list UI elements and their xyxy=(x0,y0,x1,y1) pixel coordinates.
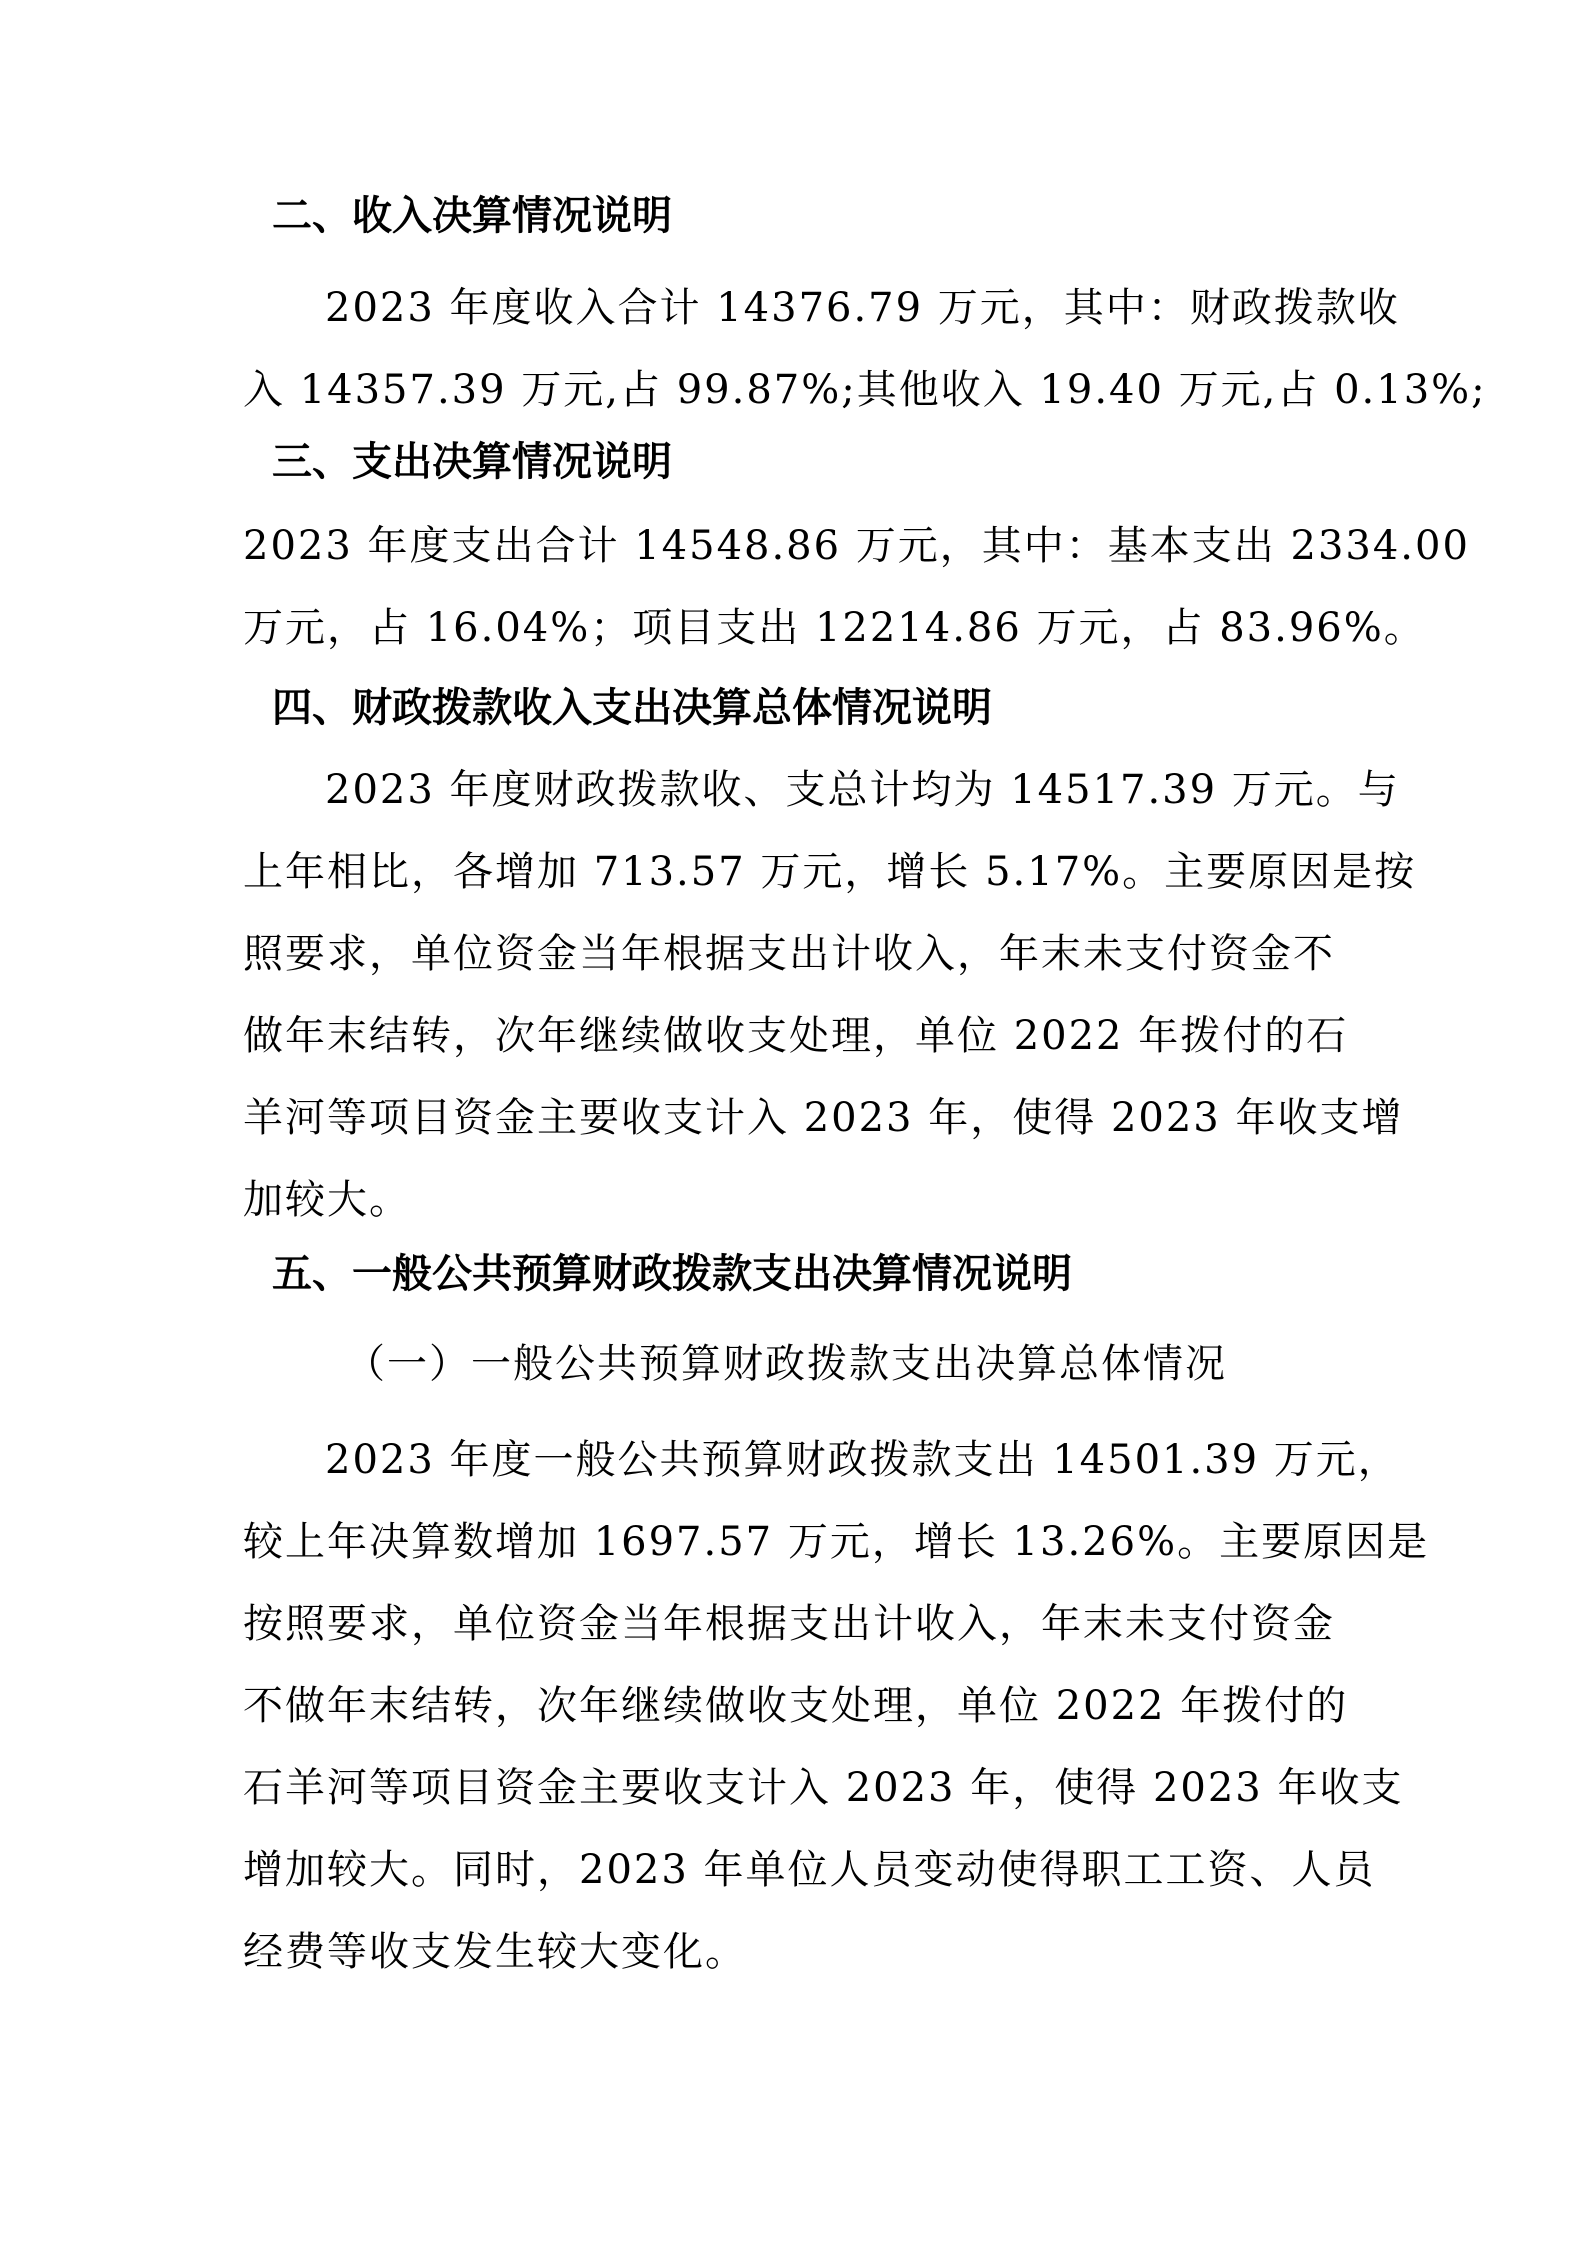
expense-paragraph-line: 2023 年度支出合计 14548.86 万元，其中：基本支出 2334.00 xyxy=(243,523,1470,569)
fiscal-total-section-heading: 四、财政拨款收入支出决算总体情况说明 xyxy=(272,685,992,731)
general-budget-paragraph-line: 增加较大。同时，2023 年单位人员变动使得职工工资、人员 xyxy=(243,1847,1376,1893)
income-paragraph-line: 入 14357.39 万元,占 99.87%;其他收入 19.40 万元,占 0.13%; xyxy=(243,367,1487,413)
general-budget-paragraph-line: 经费等收支发生较大变化。 xyxy=(243,1929,747,1975)
fiscal-total-paragraph-line: 2023 年度财政拨款收、支总计均为 14517.39 万元。与 xyxy=(325,767,1400,813)
general-budget-paragraph-line: 石羊河等项目资金主要收支计入 2023 年，使得 2023 年收支 xyxy=(243,1765,1404,1811)
fiscal-total-paragraph-line: 照要求，单位资金当年根据支出计收入，年末未支付资金不 xyxy=(243,931,1335,977)
income-paragraph-line: 2023 年度收入合计 14376.79 万元，其中：财政拨款收 xyxy=(325,285,1400,331)
general-budget-paragraph-line: 2023 年度一般公共预算财政拨款支出 14501.39 万元， xyxy=(325,1437,1400,1483)
expense-section-heading: 三、支出决算情况说明 xyxy=(272,439,672,485)
general-budget-subheading: （一）一般公共预算财政拨款支出决算总体情况 xyxy=(345,1341,1227,1387)
general-budget-paragraph-line: 较上年决算数增加 1697.57 万元，增长 13.26%。主要原因是 xyxy=(243,1519,1430,1565)
fiscal-total-paragraph-line: 加较大。 xyxy=(243,1177,411,1223)
fiscal-total-paragraph-line: 做年末结转，次年继续做收支处理，单位 2022 年拨付的石 xyxy=(243,1013,1349,1059)
general-budget-paragraph-line: 按照要求，单位资金当年根据支出计收入，年末未支付资金 xyxy=(243,1601,1335,1647)
expense-paragraph-line: 万元，占 16.04%；项目支出 12214.86 万元，占 83.96%。 xyxy=(243,605,1426,651)
fiscal-total-paragraph-line: 上年相比，各增加 713.57 万元，增长 5.17%。主要原因是按 xyxy=(243,849,1417,895)
general-budget-paragraph-line: 不做年末结转，次年继续做收支处理，单位 2022 年拨付的 xyxy=(243,1683,1349,1729)
general-budget-section-heading: 五、一般公共预算财政拨款支出决算情况说明 xyxy=(272,1251,1072,1297)
income-section-heading: 二、收入决算情况说明 xyxy=(272,193,672,239)
fiscal-total-paragraph-line: 羊河等项目资金主要收支计入 2023 年，使得 2023 年收支增 xyxy=(243,1095,1404,1141)
